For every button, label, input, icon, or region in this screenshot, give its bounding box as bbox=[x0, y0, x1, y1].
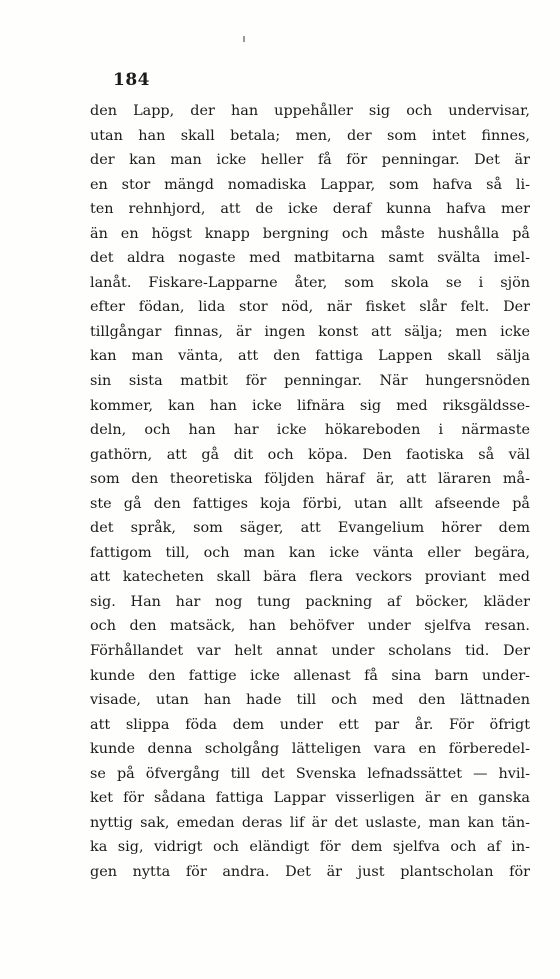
text-line: Förhållandet var helt annat under scholans tid. Der bbox=[90, 643, 530, 660]
text-line: och den matsäck, han behöfver under sjelfva resan. bbox=[90, 618, 530, 635]
text-line: ste gå den fattiges koja förbi, utan allt afseende på bbox=[90, 495, 530, 512]
text-line: att slippa föda dem under ett par år. För öfrigt bbox=[90, 716, 530, 733]
text-line: kommer, kan han icke lifnära sig med riksgäldsse- bbox=[90, 397, 530, 414]
text-line: sig. Han har nog tung packning af böcker, kläder bbox=[90, 593, 530, 610]
text-line: der kan man icke heller få för penningar. Det är bbox=[90, 152, 530, 169]
text-line: att katecheten skall bära flera veckors proviant med bbox=[90, 569, 530, 586]
text-line: lanåt. Fiskare-Lapparne åter, som skola se i sjön bbox=[90, 274, 530, 291]
text-line: det aldra nogaste med matbitarna samt svälta imel- bbox=[90, 250, 530, 267]
text-line: som den theoretiska följden häraf är, att läraren må- bbox=[90, 471, 530, 488]
text-line: se på öfvergång till det Svenska lefnadssättet — hvil- bbox=[90, 765, 530, 782]
text-line: ket för sådana fattiga Lappar visserligen är en ganska bbox=[90, 790, 530, 807]
text-line: kan man vänta, att den fattiga Lappen skall sälja bbox=[90, 348, 530, 365]
page-number: 184 bbox=[113, 70, 150, 90]
text-line: gathörn, att gå dit och köpa. Den faotiska så väl bbox=[90, 446, 530, 463]
text-line: fattigom till, och man kan icke vänta eller begära, bbox=[90, 544, 530, 561]
text-line: visade, utan han hade till och med den lättnaden bbox=[90, 692, 530, 709]
text-line: än en högst knapp bergning och måste hushålla på bbox=[90, 225, 530, 242]
text-line: ten rehnhjord, att de icke deraf kunna hafva mer bbox=[90, 201, 530, 218]
text-line: den Lapp, der han uppehåller sig och undervisar, bbox=[90, 103, 530, 119]
text-line: det språk, som säger, att Evangelium hörer dem bbox=[90, 520, 530, 537]
text-line: utan han skall betala; men, der som intet finnes, bbox=[90, 127, 530, 144]
text-line: sin sista matbit för penningar. När hungersnöden bbox=[90, 373, 530, 390]
text-line: ka sig, vidrigt och eländigt för dem sjelfva och af in- bbox=[90, 839, 530, 856]
body-text bbox=[90, 99, 530, 885]
text-line: kunde den fattige icke allenast få sina barn under- bbox=[90, 667, 530, 684]
scan-mark bbox=[243, 36, 245, 42]
text-line: deln, och han har icke hökareboden i närmaste bbox=[90, 422, 530, 439]
text-line: nyttig sak, emedan deras lif är det uslaste, man kan tän- bbox=[90, 814, 530, 831]
text-line: efter födan, lida stor nöd, när fisket slår felt. Der bbox=[90, 299, 530, 316]
text-line: gen nytta för andra. Det är just plantscholan för bbox=[90, 863, 530, 880]
text-line: tillgångar finnas, är ingen konst att sälja; men icke bbox=[90, 323, 530, 340]
text-line: en stor mängd nomadiska Lappar, som hafva så li- bbox=[90, 176, 530, 193]
text-line: kunde denna scholgång lätteligen vara en förberedel- bbox=[90, 741, 530, 758]
